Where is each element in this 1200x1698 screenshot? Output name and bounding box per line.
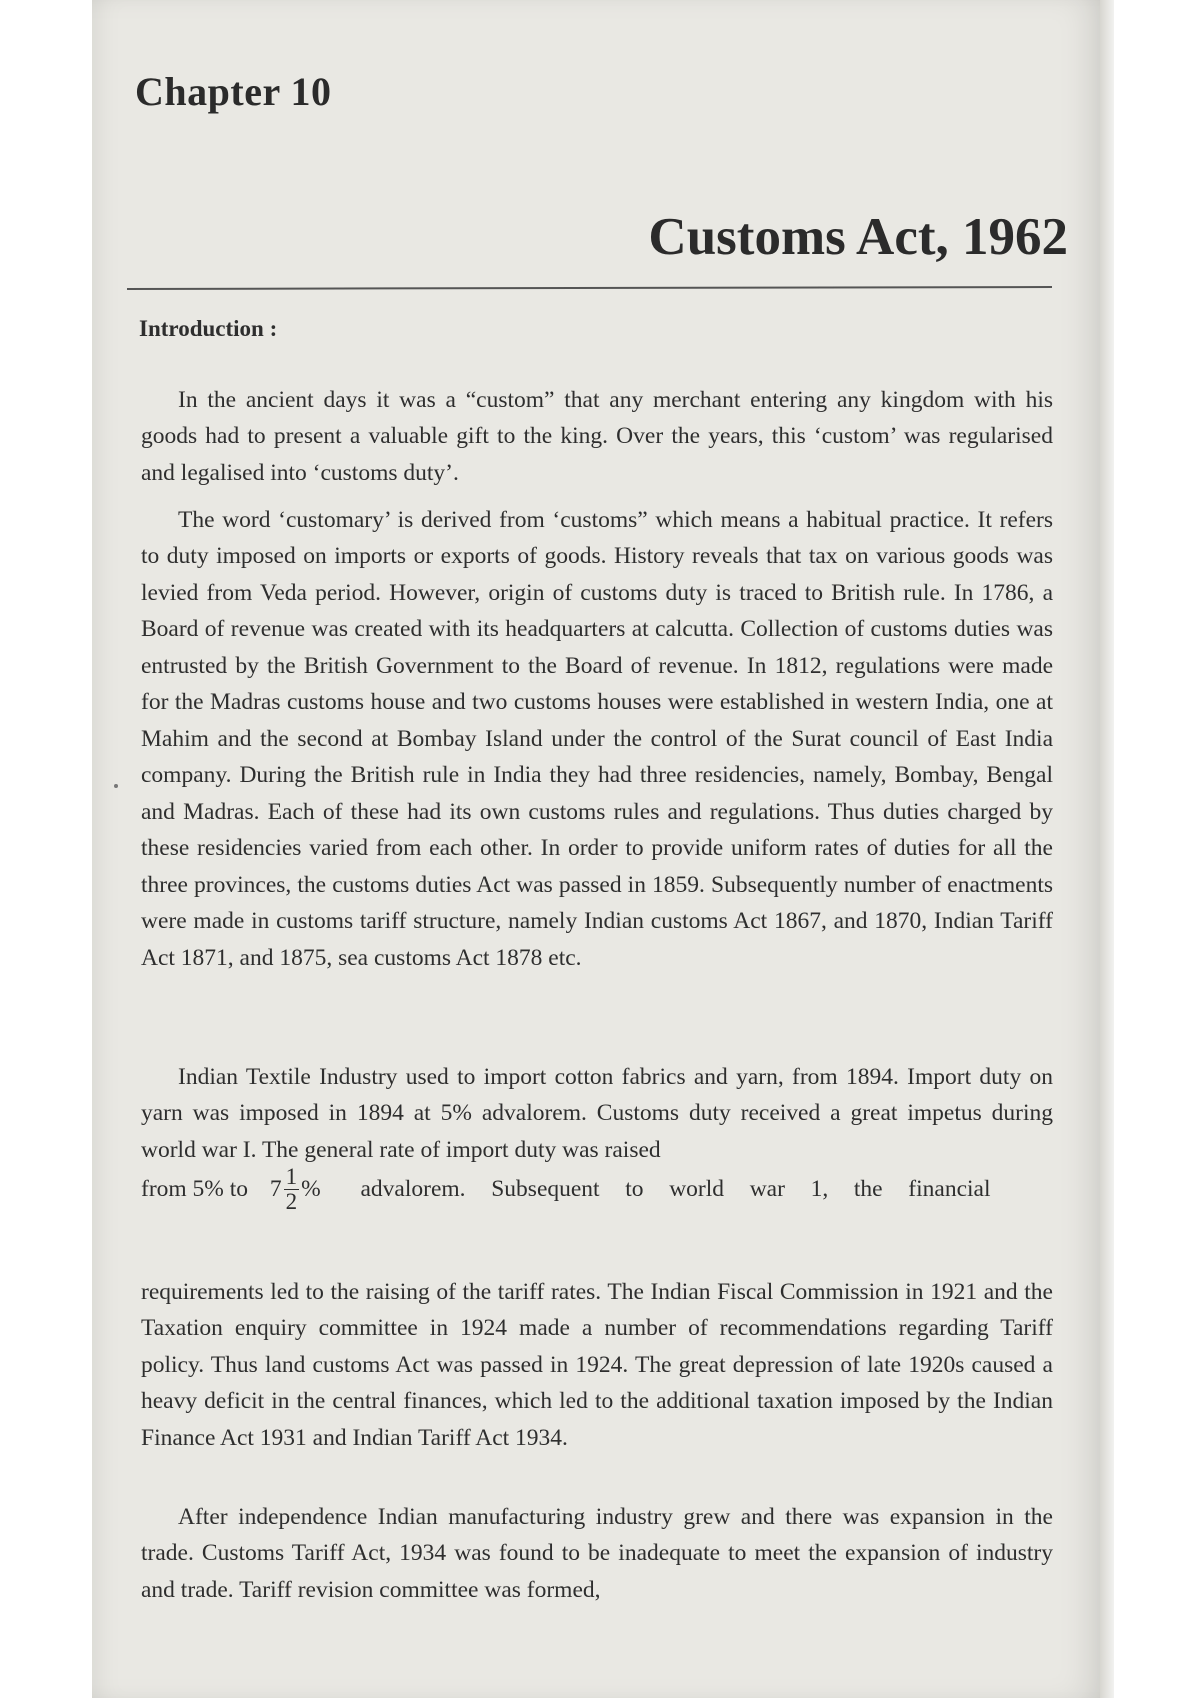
fraction (284, 1165, 300, 1214)
fraction-line (141, 1165, 1053, 1214)
mixed-number-whole: 7 (269, 1176, 282, 1202)
fraction-line-prefix: from 5% to (141, 1176, 249, 1202)
paragraph-3: Indian Textile Industry used to import cotton fabrics and yarn, from 1894. Import duty on yarn was imposed in 1894 at 5% advalorem. Customs duty received a great impetus during world war I. The general rate of import duty was raised (141, 1063, 1053, 1163)
paragraph-2: The word ‘customary’ is derived from ‘customs” which means a habitual practice. It refers to duty imposed on imports or exports of goods. History reveals that tax on various goods was levied from Veda period. However, origin of customs duty is traced to British rule. In 1786, a Board of revenue was created with its headquarters at calcutta. Collection of customs duties was entrusted by the British Government to the Board of revenue. In 1812, regulations were made for the Madras customs house and two customs houses were established in western India, one at Mahim and the second at Bombay Island under the control of the Surat council of East India company. During the British rule in India they had three residencies, namely, Bombay, Bengal and Madras. Each of these had its own customs rules and regulations. Thus duties charged by these residencies varied from each other. In order to provide uniform rates of duties for all the three provinces, the customs duties Act was passed in 1859. Subsequently number of enactments were made in customs tariff structure, namely Indian customs Act 1867, and 1870, Indian Tariff Act 1871, and 1875, sea customs Act 1878 etc. (141, 506, 1053, 971)
paragraph-1: In the ancient days it was a “custom” that any merchant entering any kingdom with his goods had to present a valuable gift to the king. Over the years, this ‘custom’ was regularised and legalised into ‘customs duty’. (141, 386, 1053, 486)
fraction-line-tail: advalorem. Subsequent to world war 1, the financial (360, 1176, 991, 1202)
fraction-numerator: 1 (285, 1164, 298, 1189)
mixed-number (270, 1165, 321, 1214)
fraction-denominator: 2 (285, 1189, 298, 1214)
percent-sign: % (301, 1176, 321, 1202)
page-edge (1100, 0, 1114, 1698)
paragraph-3-continued: requirements led to the raising of the tariff rates. The Indian Fiscal Commission in 1921 and the Taxation enquiry committee in 1924 made a number of recommendations regarding Tariff policy. Thus land customs Act was passed in 1924. The great depression of late 1920s caused a heavy deficit in the central finances, which led to the additional taxation imposed by the Indian Finance Act 1931 and Indian Tariff Act 1934. (141, 1278, 1053, 1451)
section-heading: Introduction : (139, 316, 278, 341)
chapter-title: Customs Act, 1962 (648, 208, 1068, 266)
chapter-label: Chapter 10 (135, 69, 332, 114)
margin-speck (114, 784, 118, 788)
paragraph-4: After independence Indian manufacturing industry grew and there was expansion in the trade. Customs Tariff Act, 1934 was found to be inadequate to meet the expansion of industry and trade. Tariff revision committee was formed, (141, 1503, 1053, 1603)
